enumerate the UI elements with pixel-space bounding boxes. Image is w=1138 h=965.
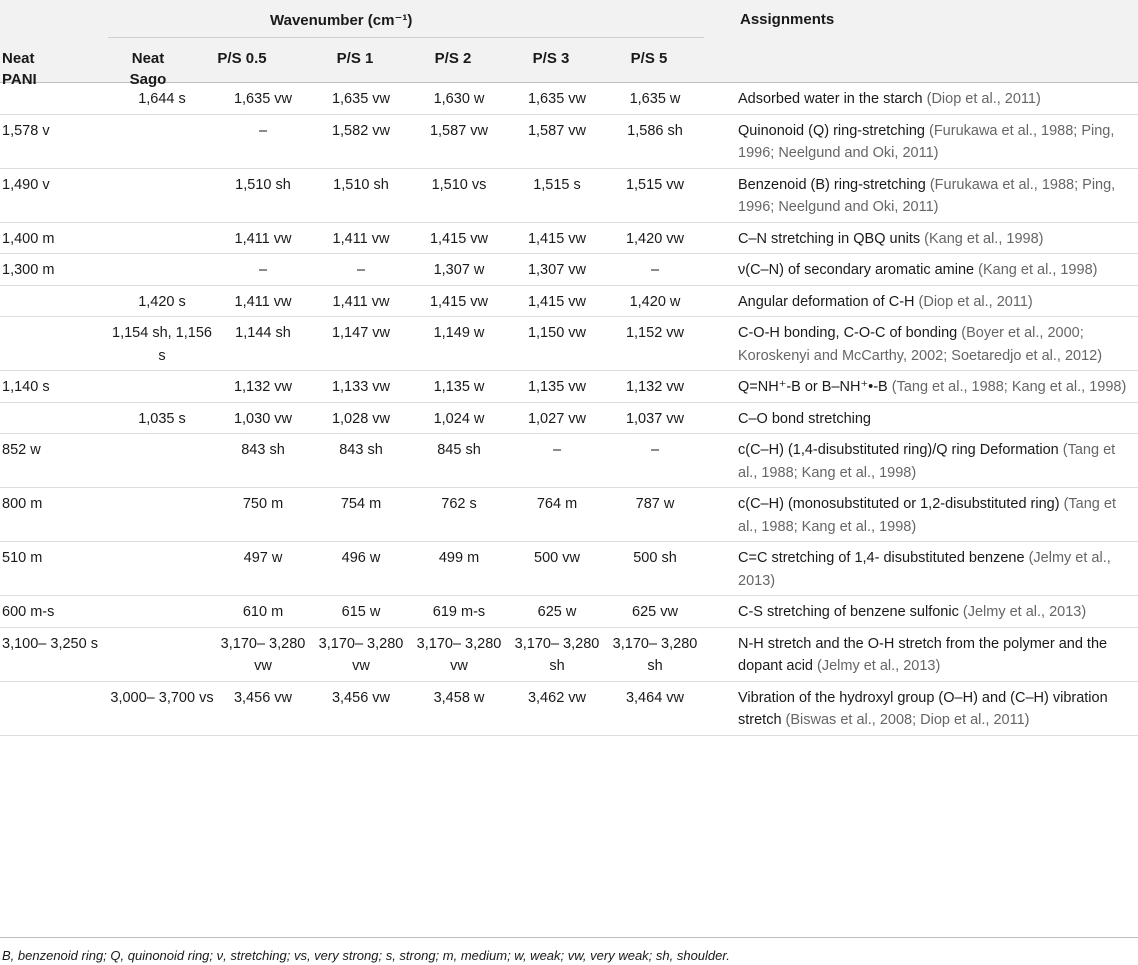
table-cell: 1,630 w <box>433 91 485 107</box>
table-cell: 500 sh <box>633 550 677 566</box>
assignment-cell <box>704 371 1138 403</box>
assignment-text: C-S stretching of benzene sulfonic <box>738 604 963 620</box>
column-header-neat-sago: Neat Sago <box>129 50 167 88</box>
assignment-text: Angular deformation of C-H <box>738 293 919 310</box>
table-cell: 1,135 w <box>433 379 485 395</box>
assignment-text: ν(C–N) of secondary aromatic amine <box>738 262 979 278</box>
table-cell: 1,515 s <box>533 176 581 193</box>
table-cell: – <box>258 262 268 278</box>
table-cell: 3,170– 3,280 vw <box>416 635 502 674</box>
column-header-ps-5: P/S 5 <box>630 50 668 67</box>
column-header-ps-0-5: P/S 0.5 <box>217 50 267 67</box>
table-cell: 1,510 sh <box>235 176 291 193</box>
table-cell: 800 m <box>2 496 43 512</box>
table-body <box>0 83 1138 736</box>
assignment-text: c(C–H) (1,4-disubstituted ring)/Q ring Deformation <box>738 442 1063 458</box>
table-cell: 1,578 v <box>2 122 50 139</box>
assignment-text: N-H stretch and the O-H stretch from the polymer and the dopant acid <box>738 635 1108 674</box>
table-cell: 1,635 vw <box>233 91 293 107</box>
table-cell: 1,030 vw <box>233 410 293 427</box>
citation-text: (Furukawa et al., 1988; Ping, 1996; Neelgund and Oki, 2011) <box>738 122 1115 161</box>
table-cell: 762 s <box>441 496 477 512</box>
table-cell: 1,420 w <box>629 293 681 310</box>
table-cell: 3,456 vw <box>233 689 293 706</box>
table-cell: 843 sh <box>339 442 383 458</box>
table-cell: 1,149 w <box>433 325 485 341</box>
table-cell <box>110 371 214 403</box>
table-cell: 3,170– 3,280 sh <box>612 635 698 674</box>
table-cell: 1,415 vw <box>527 230 587 247</box>
table-cell: 1,411 vw <box>332 230 390 247</box>
table-cell <box>0 681 110 735</box>
table-cell <box>0 285 110 317</box>
table-cell: 1,411 vw <box>234 293 292 310</box>
table-cell: 1,411 vw <box>234 230 292 247</box>
column-header-ps-3: P/S 3 <box>532 50 570 67</box>
table-cell: 1,152 vw <box>625 325 685 341</box>
assignment-cell <box>704 114 1138 168</box>
table-cell: 1,635 vw <box>331 91 391 107</box>
header-divider <box>108 37 704 38</box>
assignment-text: C–O bond stretching <box>738 410 871 427</box>
table-cell <box>110 488 214 542</box>
assignment-text: Adsorbed water in the starch <box>738 91 927 107</box>
assignment-cell <box>704 542 1138 596</box>
citation-text: (Diop et al., 2011) <box>918 293 1033 310</box>
table-cell: 1,028 vw <box>331 410 391 427</box>
assignment-cell <box>704 83 1138 114</box>
table-cell: 1,133 vw <box>331 379 391 395</box>
table-cell: 1,490 v <box>2 176 50 193</box>
table-row <box>0 168 1138 222</box>
table-cell: 1,400 m <box>2 230 55 247</box>
table-cell <box>110 222 214 254</box>
table-row <box>0 627 1138 681</box>
table-row <box>0 285 1138 317</box>
table-cell: 1,135 vw <box>527 379 587 395</box>
column-header-ps-1: P/S 1 <box>336 50 374 67</box>
assignment-cell <box>704 596 1138 628</box>
table-cell: 787 w <box>635 496 675 512</box>
table-row <box>0 222 1138 254</box>
table-row <box>0 83 1138 114</box>
table-cell: 610 m <box>242 604 284 620</box>
table-cell: 1,515 vw <box>625 176 685 193</box>
wavenumber-header: Wavenumber (cm⁻¹) <box>270 12 413 29</box>
table-cell: 1,147 vw <box>331 325 391 341</box>
table-cell <box>0 83 110 114</box>
table-cell: 750 m <box>242 496 284 512</box>
citation-text: (Boyer et al., 2000; Koroskenyi and McCarthy, 2002; Soetaredjo et al., 2012) <box>738 325 1103 364</box>
column-header-neat-pani: Neat PANI <box>2 50 37 88</box>
assignment-cell <box>704 488 1138 542</box>
table-cell: 496 w <box>341 550 381 566</box>
table-cell <box>0 317 110 371</box>
table-row <box>0 317 1138 371</box>
table-row <box>0 542 1138 596</box>
table-cell <box>110 596 214 628</box>
table-row <box>0 254 1138 286</box>
table-row <box>0 402 1138 434</box>
citation-text: (Tang et al., 1988; Kang et al., 1998) <box>738 442 1116 481</box>
table-cell <box>110 434 214 488</box>
assignment-text: C-O-H bonding, C-O-C of bonding <box>738 325 962 341</box>
assignment-text: C–N stretching in QBQ units <box>738 230 925 247</box>
assignment-text: Q=NH⁺-B or B–NH⁺•-B <box>738 379 892 395</box>
table-cell: 615 w <box>341 604 381 620</box>
table-cell: – <box>356 262 366 278</box>
assignment-text: Quinonoid (Q) ring-stretching <box>738 122 929 139</box>
column-header-ps-2: P/S 2 <box>434 50 472 67</box>
table-cell: 625 w <box>537 604 577 620</box>
assignment-cell <box>704 434 1138 488</box>
assignment-cell <box>704 168 1138 222</box>
table-cell: 1,411 vw <box>332 293 390 310</box>
table-cell <box>110 168 214 222</box>
table-cell: 1,510 sh <box>333 176 389 193</box>
citation-text: (Jelmy et al., 2013) <box>817 658 941 674</box>
table-cell: 1,420 s <box>138 293 186 310</box>
table-cell: 1,510 vs <box>431 176 487 193</box>
assignment-cell <box>704 222 1138 254</box>
assignment-text: Vibration of the hydroxyl group (O–H) and (C–H) vibration stretch <box>738 689 1108 728</box>
table-cell: 3,458 w <box>433 689 485 706</box>
table-cell: 1,144 sh <box>235 325 291 341</box>
table-cell: 754 m <box>340 496 382 512</box>
table-cell <box>110 627 214 681</box>
assignment-cell <box>704 402 1138 434</box>
assignment-cell <box>704 681 1138 735</box>
table-cell: 1,132 vw <box>625 379 685 395</box>
citation-text: (Kang et al., 1998) <box>924 230 1044 247</box>
table-cell: 3,462 vw <box>527 689 587 706</box>
table-cell: 845 sh <box>437 442 481 458</box>
table-cell: 3,464 vw <box>625 689 685 706</box>
assignment-cell <box>704 285 1138 317</box>
assignment-cell <box>704 317 1138 371</box>
table-cell: 1,140 s <box>2 379 50 395</box>
table-cell: 1,027 vw <box>527 410 587 427</box>
table-cell: 3,100– 3,250 s <box>2 635 98 652</box>
table-row <box>0 114 1138 168</box>
table-header <box>0 0 1138 88</box>
citation-text: (Biswas et al., 2008; Diop et al., 2011) <box>785 712 1030 728</box>
table-cell: 1,635 w <box>629 91 681 107</box>
table-cell: 3,170– 3,280 vw <box>318 635 404 674</box>
table-cell: 1,154 sh, 1,156 s <box>112 325 212 364</box>
table-footnote <box>0 937 1138 963</box>
table-row <box>0 371 1138 403</box>
citation-text: (Kang et al., 1998) <box>978 262 1098 278</box>
citation-text: (Tang et al., 1988; Kang et al., 1998) <box>891 379 1127 395</box>
table-cell: 1,307 w <box>433 262 485 278</box>
table-cell: 843 sh <box>241 442 285 458</box>
table-row <box>0 681 1138 735</box>
table-cell: 1,587 vw <box>527 122 587 139</box>
citation-text: (Jelmy et al., 2013) <box>962 604 1087 620</box>
table-cell: 764 m <box>536 496 578 512</box>
table-cell: 3,456 vw <box>331 689 391 706</box>
table-cell: 1,035 s <box>138 410 186 427</box>
table-cell: 1,587 vw <box>429 122 489 139</box>
table-cell: 1,024 w <box>433 410 485 427</box>
table-cell: 1,635 vw <box>527 91 587 107</box>
table-cell: 1,037 vw <box>625 410 685 427</box>
table-cell: – <box>650 442 660 458</box>
table-cell: 1,586 sh <box>627 122 683 139</box>
table-cell: – <box>258 122 268 139</box>
footnote-text: B, benzenoid ring; Q, quinonoid ring; ν, stretching; vs, very strong; s, strong; m, medium; w, weak; vw, very weak; sh, shoulder. <box>2 948 730 963</box>
table-cell: 1,415 vw <box>527 293 587 310</box>
table-cell: 1,415 vw <box>429 293 489 310</box>
table-cell: 852 w <box>2 442 41 458</box>
table-cell: 1,300 m <box>2 262 55 278</box>
table-cell <box>110 254 214 286</box>
table-row <box>0 488 1138 542</box>
table-cell <box>0 402 110 434</box>
table-cell: 619 m-s <box>432 604 486 620</box>
table-cell: 600 m-s <box>2 604 55 620</box>
table-row <box>0 434 1138 488</box>
table-cell: 3,170– 3,280 vw <box>220 635 306 674</box>
assignment-cell <box>704 254 1138 286</box>
table-cell: 1,415 vw <box>429 230 489 247</box>
table-cell: 510 m <box>2 550 43 566</box>
table-cell: 3,000– 3,700 vs <box>110 689 214 706</box>
table-cell: 1,150 vw <box>527 325 587 341</box>
table-cell: 1,582 vw <box>331 122 391 139</box>
table-cell <box>110 114 214 168</box>
table-cell: – <box>552 442 562 458</box>
assignments-header: Assignments <box>740 11 835 28</box>
table-cell: 1,644 s <box>138 91 186 107</box>
table-cell: 1,420 vw <box>625 230 685 247</box>
table-cell <box>110 542 214 596</box>
citation-text: (Jelmy et al., 2013) <box>738 550 1111 589</box>
table-cell: 497 w <box>243 550 283 566</box>
citation-text: (Furukawa et al., 1988; Ping, 1996; Neelgund and Oki, 2011) <box>738 176 1116 215</box>
table-cell: 625 vw <box>632 604 678 620</box>
table-cell: 500 vw <box>534 550 580 566</box>
table-cell: 3,170– 3,280 sh <box>514 635 600 674</box>
table-row <box>0 596 1138 628</box>
table-cell: 499 m <box>438 550 480 566</box>
table-cell: – <box>650 262 660 278</box>
citation-text: (Tang et al., 1988; Kang et al., 1998) <box>738 496 1116 535</box>
table-cell: 1,132 vw <box>233 379 293 395</box>
citation-text: (Diop et al., 2011) <box>926 91 1041 107</box>
assignment-text: Benzenoid (B) ring-stretching <box>738 176 930 193</box>
assignment-text: C=C stretching of 1,4- disubstituted benzene <box>738 550 1029 566</box>
assignment-cell <box>704 627 1138 681</box>
table-cell: 1,307 vw <box>527 262 587 278</box>
assignment-text: c(C–H) (monosubstituted or 1,2-disubstituted ring) <box>738 496 1064 512</box>
